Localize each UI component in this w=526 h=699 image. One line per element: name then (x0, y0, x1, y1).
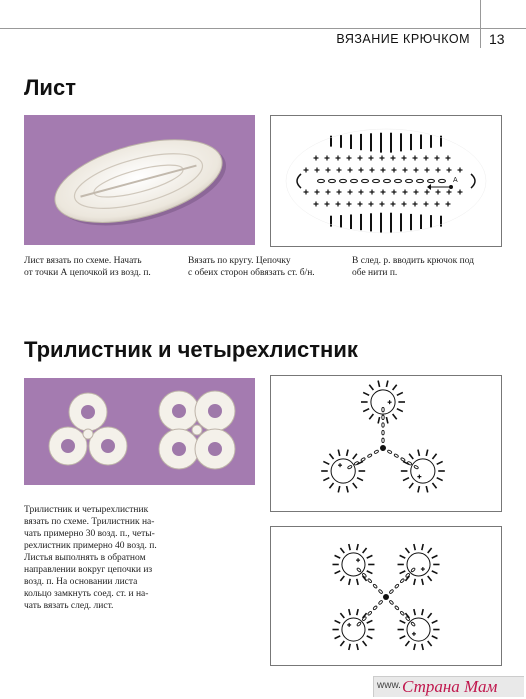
watermark (373, 676, 524, 697)
chain-stitch (362, 179, 369, 182)
petal-stitch (363, 392, 369, 395)
petal-stitch (397, 409, 403, 412)
petal-stitch (426, 450, 427, 456)
petal-stitch (353, 454, 357, 459)
petal-stitch (349, 544, 350, 550)
petal-stitch (437, 461, 443, 464)
chain-stitch (389, 600, 394, 605)
petal-stitch (428, 548, 432, 553)
petal-stitch (338, 450, 339, 456)
petal-stitch (323, 461, 329, 464)
quatrefoil-stitch-chart (271, 527, 501, 665)
petal-stitch (397, 392, 403, 395)
petal-stitch (335, 620, 341, 623)
leaf-stitch-chart (271, 116, 501, 246)
chain-stitch (428, 179, 435, 182)
petal-stitch (414, 609, 415, 615)
chain-stitch (439, 179, 446, 182)
petal-stitch (432, 555, 438, 558)
caption-line: возд. п. На основании листа (24, 577, 138, 587)
petal-stitch (400, 555, 406, 558)
petal-stitch (418, 486, 419, 492)
chain-stitch (373, 584, 378, 589)
petal-stitch (428, 641, 432, 646)
start-arrow-head (427, 184, 431, 190)
chain-stitch (361, 457, 366, 461)
chain-stitch (406, 179, 413, 182)
turn-mark (471, 174, 475, 188)
chain-stitch (411, 622, 416, 627)
petal-stitch (393, 385, 397, 390)
petal-stitch (363, 409, 369, 412)
petal-stitch (405, 641, 409, 646)
chain-stitch (382, 438, 384, 442)
petal-stitch (422, 579, 423, 585)
petal-stitch (363, 548, 367, 553)
petal-stitch (335, 555, 341, 558)
petal-stitch (428, 613, 432, 618)
header-rule (0, 28, 526, 29)
petal-stitch (418, 450, 419, 456)
petal-stitch (340, 576, 344, 581)
trefoil-stitch-chart (271, 376, 501, 511)
leaf-title: Лист (24, 75, 76, 100)
shamrock-photo (24, 378, 255, 485)
chain-stitch (378, 589, 383, 594)
chain-stitch (394, 454, 399, 458)
shamrock-caption (24, 504, 157, 612)
chain-stitch (374, 450, 379, 454)
petal-stitch (422, 544, 423, 550)
petal-stitch (426, 486, 427, 492)
chain-stitch (378, 600, 383, 605)
petal-stitch (400, 636, 406, 639)
shamrock-title: Трилистник и четырехлистник (24, 337, 358, 362)
petal-stitch (349, 579, 350, 585)
leaf-caption-2 (188, 255, 315, 279)
chain-stitch (351, 179, 358, 182)
chain-stitch (382, 430, 384, 434)
petal-stitch (323, 478, 329, 481)
petal-stitch (432, 483, 436, 488)
caption-line: Листья выполнять в обратном (24, 553, 146, 563)
caption-line: чать примерно 30 возд. п., четы- (24, 529, 155, 539)
caption-line: от точки А цепочкой из возд. п. (24, 268, 151, 278)
petal-stitch (363, 641, 367, 646)
petal-stitch (335, 571, 341, 574)
chain-stitch (347, 465, 352, 469)
petal-stitch (414, 544, 415, 550)
chain-stitch (395, 179, 402, 182)
petal-stitch (422, 644, 423, 650)
petal-stitch (347, 450, 348, 456)
chain-stitch (382, 423, 384, 427)
petal-stitch (414, 644, 415, 650)
petal-stitch (367, 620, 373, 623)
leaf-caption-3 (352, 255, 474, 279)
petal-stitch (409, 483, 413, 488)
petal-stitch (400, 620, 406, 623)
petal-ring (342, 618, 365, 641)
petal-stitch (386, 417, 387, 423)
caption-line: Трилистник и четырехлистник (24, 505, 149, 515)
start-point (449, 185, 453, 189)
petal-stitch (432, 636, 438, 639)
chain-stitch (382, 407, 384, 411)
chain-stitch (394, 605, 399, 610)
petal-ring (411, 459, 435, 483)
chain-stitch (382, 415, 384, 419)
caption-line: рехлистник примерно 40 возд. п. (24, 541, 157, 551)
chain-stitch (384, 179, 391, 182)
petal-ring (407, 618, 430, 641)
caption-line: чать вязать след. лист. (24, 601, 114, 611)
chain-stitch (318, 179, 325, 182)
caption-line: кольцо замкнуть соед. ст. и на- (24, 589, 149, 599)
petal-stitch (349, 609, 350, 615)
chain-stitch (417, 179, 424, 182)
petal-stitch (335, 636, 341, 639)
leaf-diagram (270, 115, 502, 247)
petal-stitch (367, 571, 373, 574)
petal-stitch (432, 571, 438, 574)
petal-stitch (378, 417, 379, 423)
petal-stitch (422, 609, 423, 615)
leaf-caption-1 (24, 255, 151, 279)
chain-stitch (373, 605, 378, 610)
caption-line: В след. р. вводить крючок под (352, 256, 475, 266)
chain-stitch (367, 578, 372, 583)
caption-line: вязать по схеме. Трилистник на- (24, 517, 155, 527)
leaf-photo (24, 115, 255, 245)
petal-stitch (357, 544, 358, 550)
chain-stitch (400, 611, 405, 616)
chain-stitch (411, 567, 416, 572)
petal-stitch (329, 483, 333, 488)
trefoil-diagram (270, 375, 502, 512)
caption-line: направлении вокруг цепочки из (24, 565, 153, 575)
watermark-site: www. (377, 680, 401, 691)
chain-stitch (387, 450, 392, 454)
petal-stitch (437, 478, 443, 481)
chain-stitch (356, 622, 361, 627)
petal-ring (407, 553, 430, 576)
petal-stitch (386, 381, 387, 387)
petal-stitch (349, 644, 350, 650)
petal-stitch (340, 641, 344, 646)
petal-stitch (357, 579, 358, 585)
petal-stitch (347, 486, 348, 492)
point-a-label: A (453, 177, 458, 184)
petal-stitch (329, 454, 333, 459)
center-point (380, 445, 386, 451)
caption-line: с обеих сторон обвязать ст. б/н. (188, 268, 315, 278)
petal-stitch (340, 613, 344, 618)
petal-stitch (367, 636, 373, 639)
petal-stitch (353, 483, 357, 488)
petal-stitch (340, 548, 344, 553)
center-point (383, 594, 389, 600)
chain-stitch (394, 584, 399, 589)
chain-stitch (367, 611, 372, 616)
caption-line: обе нити п. (352, 268, 398, 278)
petal-ring (342, 553, 365, 576)
petal-stitch (403, 478, 409, 481)
petal-stitch (367, 555, 373, 558)
chain-stitch (356, 567, 361, 572)
chain-stitch (373, 179, 380, 182)
petal-stitch (369, 414, 373, 419)
chain-stitch (340, 179, 347, 182)
petal-stitch (414, 579, 415, 585)
petal-stitch (369, 385, 373, 390)
page-number: 13 (489, 31, 505, 47)
watermark-logo: Страна Мам (402, 677, 498, 696)
petal-stitch (432, 620, 438, 623)
petal-stitch (409, 454, 413, 459)
petal-stitch (357, 609, 358, 615)
running-head: ВЯЗАНИЕ КРЮЧКОМ (336, 32, 470, 46)
chain-stitch (400, 578, 405, 583)
caption-line: Лист вязать по схеме. Начать (24, 256, 142, 266)
quatrefoil-diagram (270, 526, 502, 666)
petal-stitch (400, 571, 406, 574)
petal-stitch (428, 576, 432, 581)
petal-stitch (432, 454, 436, 459)
petal-stitch (393, 414, 397, 419)
page-number-divider (480, 0, 481, 48)
petal-stitch (357, 478, 363, 481)
chain-stitch (414, 465, 419, 469)
chain-stitch (389, 589, 394, 594)
petal-stitch (378, 381, 379, 387)
chain-stitch (400, 457, 405, 461)
petal-stitch (338, 486, 339, 492)
petal-stitch (357, 644, 358, 650)
turn-mark (297, 174, 301, 188)
caption-line: Вязать по кругу. Цепочку (188, 256, 291, 266)
petal-ring (331, 459, 355, 483)
chain-stitch (367, 454, 372, 458)
chain-stitch (329, 179, 336, 182)
petal-stitch (405, 548, 409, 553)
